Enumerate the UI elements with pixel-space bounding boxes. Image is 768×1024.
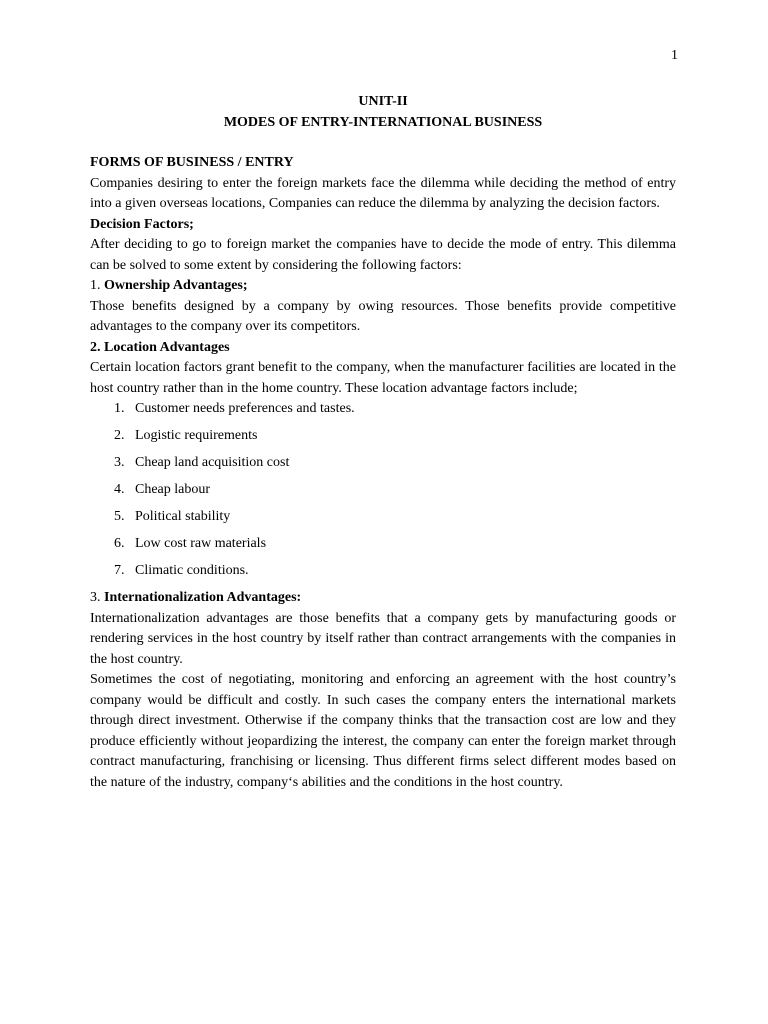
location-paragraph: Certain location factors grant benefit to the company, when the manufacturer facilities are located in the host country rather than in the home country. These location advantage factors include;	[90, 360, 676, 396]
document-title: MODES OF ENTRY-INTERNATIONAL BUSINESS	[223, 114, 543, 130]
title-block	[90, 92, 676, 133]
decision-factors-heading: Decision Factors;	[90, 216, 194, 232]
list-item-text: Political stability	[135, 509, 231, 524]
document-body	[90, 92, 676, 793]
intro-paragraph: Companies desiring to enter the foreign markets face the dilemma while deciding the method of entry into a given overseas locations, Companies can reduce the dilemma by analyzing the decision factors.	[90, 175, 676, 211]
list-item-text: Climatic conditions.	[135, 563, 249, 578]
internalization-paragraph-1: Internationalization advantages are those benefits that a company gets by manufacturing goods or rendering services in the host country by itself rather than contract arrangements with the companies in the host country.	[90, 610, 676, 667]
list-item	[114, 453, 676, 474]
list-item	[114, 507, 676, 528]
list-item	[114, 426, 676, 447]
ownership-heading	[90, 276, 676, 297]
ownership-title: Ownership Advantages;	[104, 278, 248, 293]
list-item-number: 1.	[114, 401, 125, 416]
list-item	[114, 399, 676, 420]
list-item-text: Cheap land acquisition cost	[135, 455, 290, 470]
list-item	[114, 534, 676, 555]
location-heading: 2. Location Advantages	[90, 339, 230, 355]
page-number: 1	[671, 48, 678, 63]
list-item-text: Logistic requirements	[135, 428, 258, 443]
location-factors-list	[90, 399, 676, 582]
list-item-number: 5.	[114, 509, 125, 524]
ownership-paragraph: Those benefits designed by a company by owing resources. Those benefits provide competitive advantages to the company over its competitors.	[90, 298, 676, 334]
ownership-number: 1.	[90, 278, 101, 293]
internalization-heading	[90, 588, 676, 609]
internalization-number: 3.	[90, 590, 101, 605]
list-item	[114, 480, 676, 501]
internalization-title: Internationalization Advantages:	[104, 590, 302, 605]
list-item-number: 3.	[114, 455, 125, 470]
list-item	[114, 561, 676, 582]
list-item-number: 4.	[114, 482, 125, 497]
internalization-paragraph-2: Sometimes the cost of negotiating, monitoring and enforcing an agreement with the host country’s company would be difficult and costly. In such cases the company enters the international markets through direct investment. Otherwise if the company thinks that the transaction cost are low and they produce efficiently without jeopardizing the interest, the company can enter the foreign market through contract manufacturing, franchising or licensing. Thus different firms select different modes based on the nature of the industry, company‘s abilities and the conditions in the host country.	[90, 672, 676, 790]
list-item-number: 6.	[114, 536, 125, 551]
list-item-text: Low cost raw materials	[135, 536, 267, 551]
list-item-text: Customer needs preferences and tastes.	[135, 401, 355, 416]
section-heading: FORMS OF BUSINESS / ENTRY	[90, 155, 294, 170]
unit-label: UNIT-II	[358, 94, 408, 109]
list-item-number: 7.	[114, 563, 125, 578]
list-item-number: 2.	[114, 428, 125, 443]
decision-factors-paragraph: After deciding to go to foreign market the companies have to decide the mode of entry. This dilemma can be solved to some extent by considering the following factors:	[90, 237, 676, 273]
list-item-text: Cheap labour	[135, 482, 211, 497]
